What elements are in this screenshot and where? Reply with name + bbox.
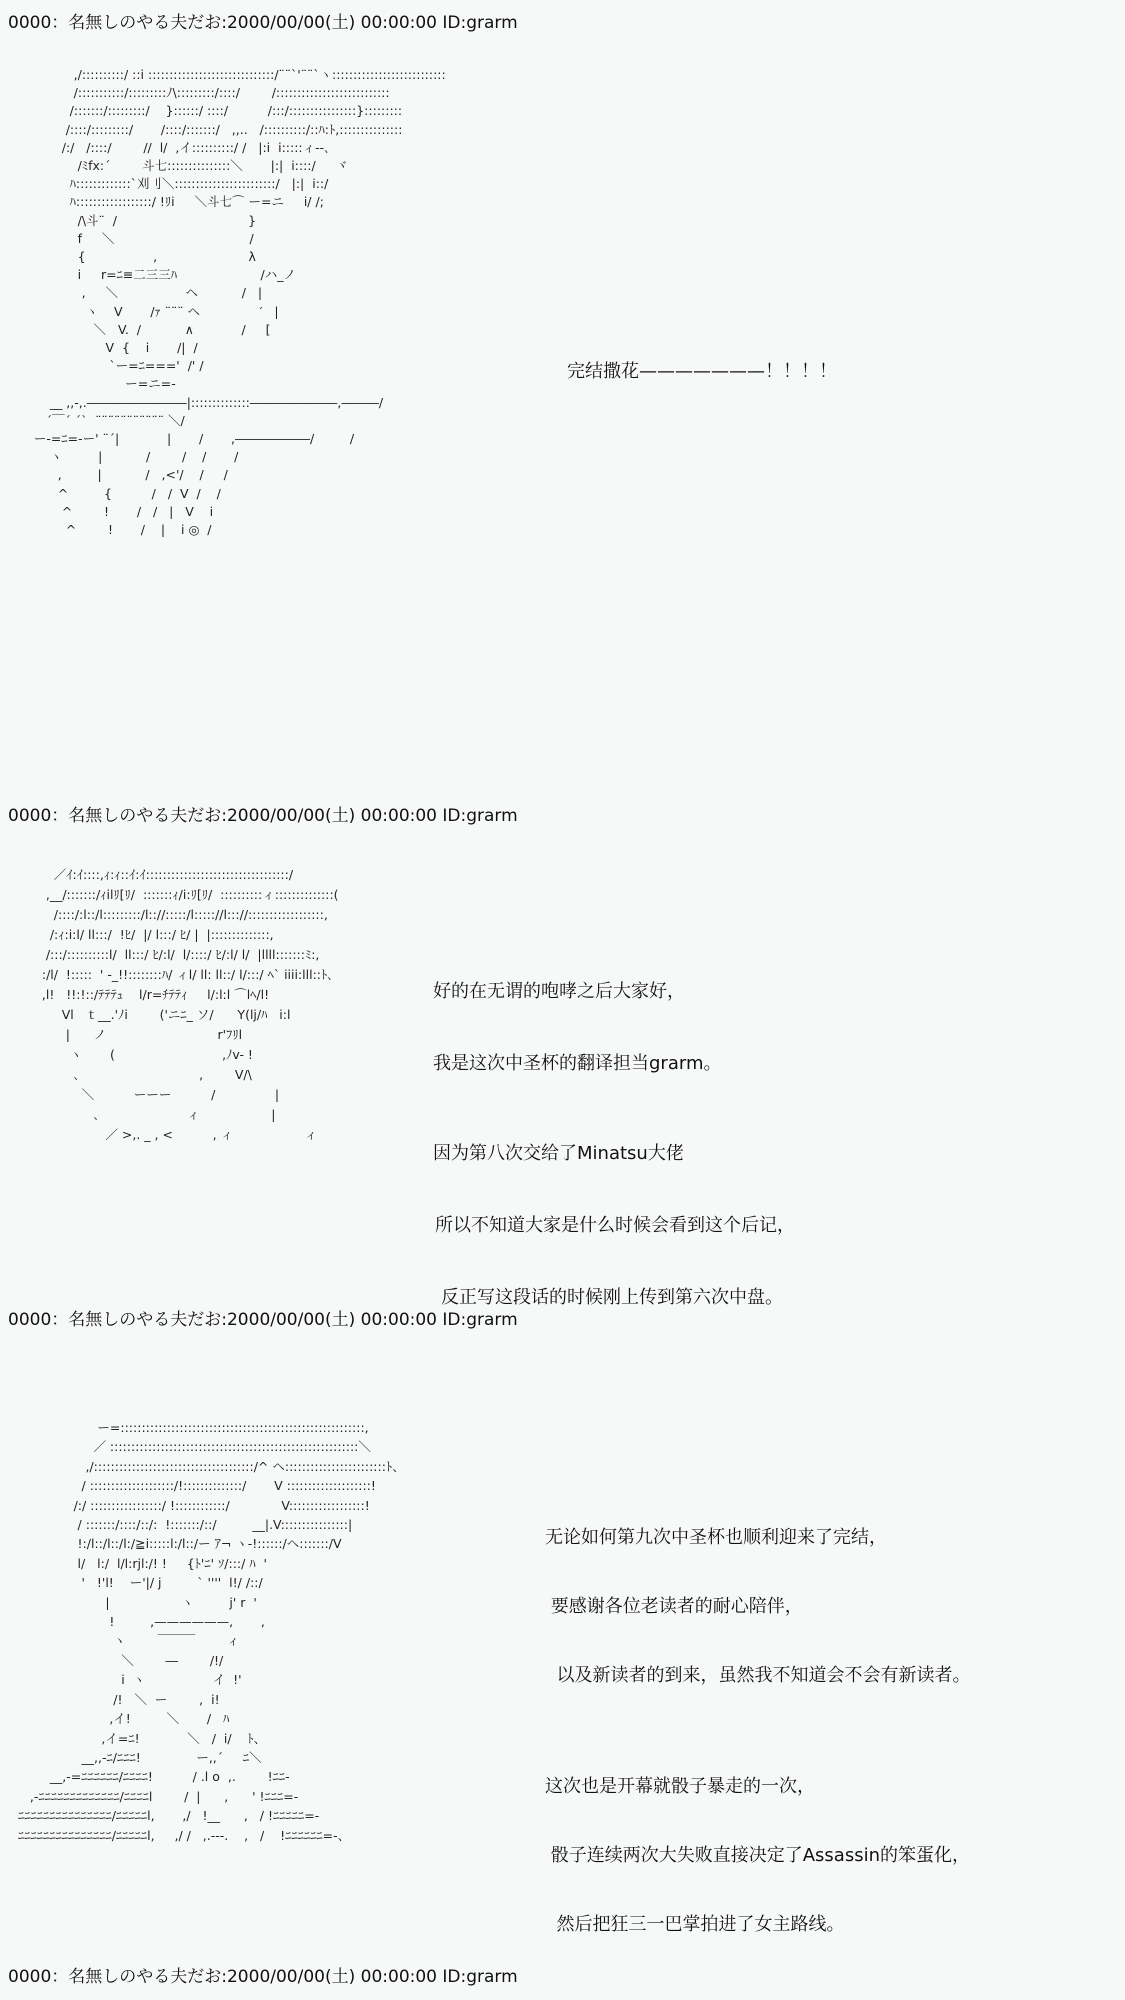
dialogue-line: 以及新读者的到来，虽然我不知道会不会有新读者。 xyxy=(545,1665,971,1686)
dialogue-line: 因为第八次交给了Minatsu大佬 xyxy=(433,1143,684,1164)
dialogue-line: 骰子连续两次大失败直接决定了Assassin的笨蛋化， xyxy=(545,1845,970,1866)
dialogue-line: 反正写这段话的时候刚上传到第六次中盘。 xyxy=(441,1287,783,1308)
dialogue-line: 完结撒花———————！！！！ xyxy=(567,361,837,382)
post-dialogue xyxy=(433,932,795,1358)
dialogue-line: 好的在无谓的咆哮之后大家好， xyxy=(433,981,685,1002)
ascii-art-face: ／ｲ:ｲ::::,ｨ:ｨ::ｲ:ｲ::::::::::::::::::::::::::::::::::/ ,__/:::::::/ｨilﾘ[ﾘ/ :::::::ｨ/i:ﾘ[ﾘ/ ::::::::::ィ::::::::::::::( /::::/:l::/l:::::::::/l:://:::::/l::::://l::://::::::::::::::::::, /:ｨ:i:l/ ll:::/ !ﾋ/ |/ l:::/ ﾋ/ | |::::::::::::::, /:::/::::::::::l/ ll:::/ ﾋ/:l/ l/::::/ ﾋ/:l/ l/ |llll:::::::ﾐ:, :/l/ !::::: ' -_!!::::::::ﾊ/ ィl/ ll: ll::/ l/:::/ ﾍ` iiii:lll::ﾄ､ ,l! !!:!::/ﾃﾃﾃｭ l/r=ﾁﾃﾃｨ l/:l:l ⌒lﾍ/l! Vl ｔ__.'ﾉi ('ニﾆ_ ソ/ Y(lj/ﾊ i:l | ノ r'ﾌﾘl ヽ ( ,ﾉv- ! ､ , V/\ ＼ ーーー / | ､ ィ | ／ >,. _ , < , ィ ィ xyxy=(41,867,339,1142)
dialogue-line: 要感谢各位老读者的耐心陪伴， xyxy=(545,1596,803,1617)
post-header: 0000：名無しのやる夫だお:2000/00/00(土) 00:00:00 ID:grarm xyxy=(8,1967,518,1987)
post-header: 0000：名無しのやる夫だお:2000/00/00(土) 00:00:00 ID:grarm xyxy=(8,1310,518,1330)
dialogue-line: 然后把狂三一巴掌拍进了女主路线。 xyxy=(545,1914,845,1935)
post-dialogue xyxy=(567,314,837,429)
dialogue-line: 这次也是开幕就骰子暴走的一次， xyxy=(545,1776,815,1797)
post-header: 0000：名無しのやる夫だお:2000/00/00(土) 00:00:00 ID:grarm xyxy=(8,13,518,33)
dialogue-line: 所以不知道大家是什么时候会看到这个后记， xyxy=(435,1215,795,1236)
dialogue-line: 无论如何第九次中圣杯也顺利迎来了完结， xyxy=(545,1527,887,1548)
dialogue-line: 我是这次中圣杯的翻译担当grarm。 xyxy=(433,1053,722,1074)
post-dialogue xyxy=(545,1480,970,1982)
ascii-art-face: ,/::::::::::/ ::i ::::::::::::::::::::::::::::::/¨¨`'¨¨`ヽ::::::::::::::::::::::::::: /:::::::::::/:::::::::ﾉ\:::::::::/::::/ /::::::::::::::::::::::::::: /:::::::/:::::::::/ }::::::/ ::::/ /:::/::::::::::::::::}::::::::: /::::/:::::::::/ /::::/:::::::/ ,,.. /::::::::::/::ﾊ:ﾄ,::::::::::::::: /:/ /::::/ // l/ ,イ::::::::::/ / |:i i:::::ィ--､ /ﾐfx:´ 斗七:::::::::::::::＼ |:| i::::/ ヾ ﾊ:::::::::::::`刈刂＼::::::::::::::::::::::::/ |:| i::/ ﾊ::::::::::::::::::/ !ﾘi ＼斗七⌒ ー=ニ i/ /; /\斗¨ / } f ＼ / { , λ i r=ﾆ≡二三三ﾊ /ハ_ノ , ＼ ヘ / | ヽ V /ｧ ¨¨¨ ヘ ′ | ＼ V. / ∧ / [ V { i /| / `ー=ﾆ===' /' / ー=ニ=- __ ,,-,.――――――――|::::::::::::::―――――――,―――/ ´￣´ ´` ¨¨¨¨¨¨¨¨¨¨¨ ＼/ ー-=ﾆ=-ー' ¨´| | / ,――――――/ / ヽ | / / / / , | / ,<'/ / / ^ { / / V / / ^ ! / / | V i ^ ! / | i ◎ / xyxy=(33,67,446,538)
post-header: 0000：名無しのやる夫だお:2000/00/00(土) 00:00:00 ID:grarm xyxy=(8,806,518,826)
ascii-art-face: ー=::::::::::::::::::::::::::::::::::::::::::::::::::::::::::, ／ :::::::::::::::::::::::::::::::::::::::::::::::::::::::::::＼ ,/::::::::::::::::::::::::::::::::::::::/^ ヘ::::::::::::::::::::::::ﾄ、 / ::::::::::::::::::::/!::::::::::::::/ V ::::::::::::::::::::! /:/ :::::::::::::::::/ !::::::::::::/ V::::::::::::::::::! / :::::::/::::/::/: !:::::::/::/ __|.V::::::::::::::::| !:/l::/l::/l:/≧i:::::l:/l::/ー ｱ¬ ヽ-!::::::/ヘ:::::::/V l/ l:/ l/l:rjl:/! ! {ﾄ'ﾆ' ｿ/:::/ ﾊ ' ' !'l! ー'|/ j ` '''' l!/ /::/ | ヽ j' r ' ! ,——————, , ヽ ￣￣￣ ィ ＼ ― /!/ i ヽ イ !' /! ＼ ー , i! ,イ! ＼ / ﾊ ,イ=ﾆ! ＼ / i/ ﾄ、 __,,-ﾆ/ﾆﾆﾆ! ー,,´ ﾆ＼ __,-=ﾆﾆﾆﾆﾆﾆ/ﾆﾆﾆﾆ! / .l o ,. !ﾆﾆ- ,-ﾆﾆﾆﾆﾆﾆﾆﾆﾆﾆﾆﾆﾆ/ﾆﾆﾆﾆl / | , ' !ﾆﾆﾆ=- ﾆﾆﾆﾆﾆﾆﾆﾆﾆﾆﾆﾆﾆﾆﾆ/ﾆﾆﾆﾆﾆl, ,/ !__ , / !ﾆﾆﾆﾆﾆ=- ﾆﾆﾆﾆﾆﾆﾆﾆﾆﾆﾆﾆﾆﾆﾆ/ﾆﾆﾆﾆﾆl, ,/ / ,.---. , / !ﾆﾆﾆﾆﾆﾆ=-、 xyxy=(17,1420,405,1843)
